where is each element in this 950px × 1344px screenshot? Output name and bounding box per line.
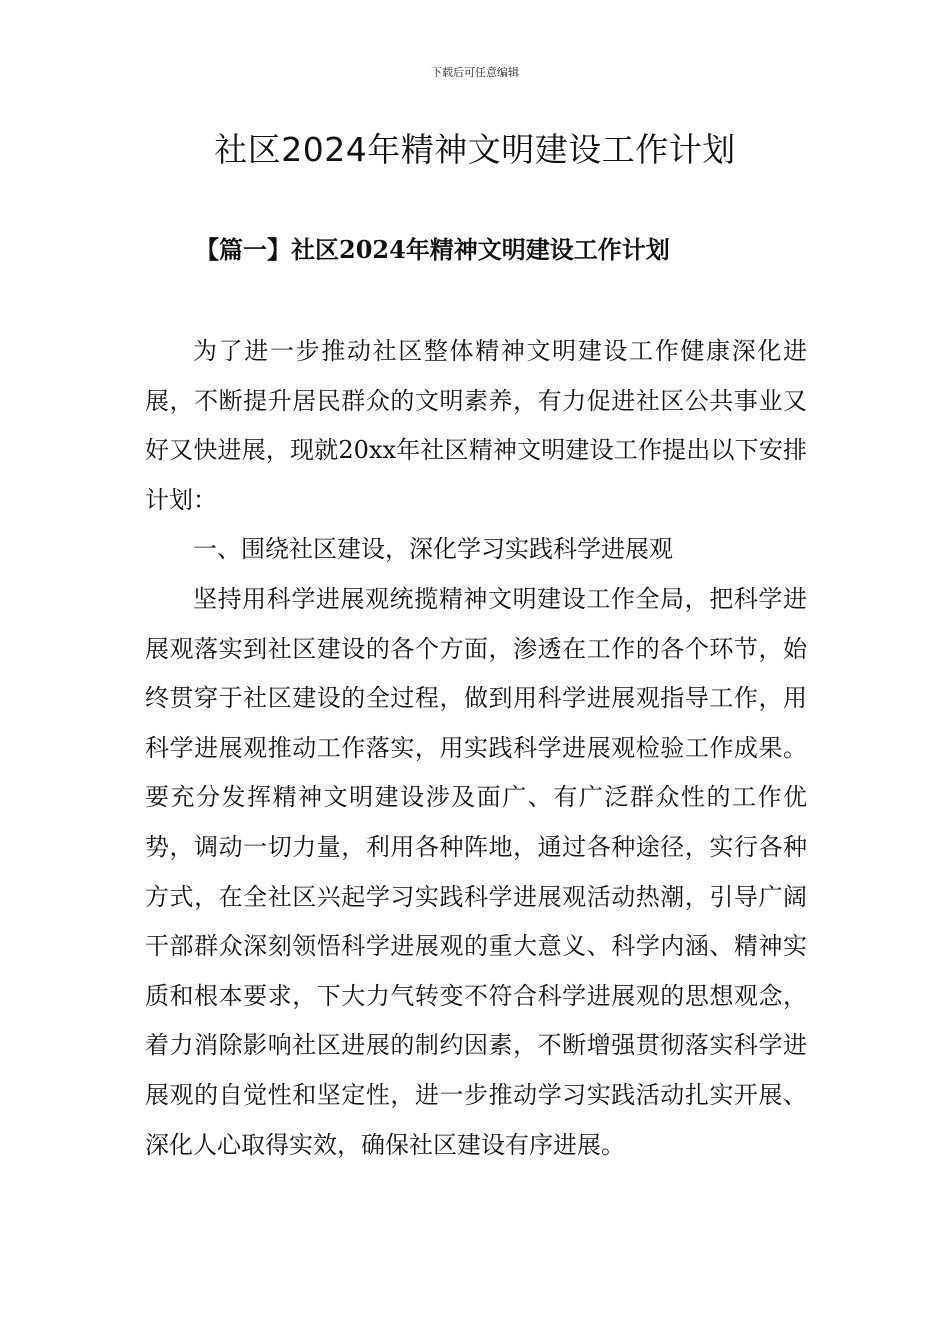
document-body [145,327,807,1170]
section-title: 【篇一】社区2024年精神文明建设工作计划 [195,235,670,264]
document-title: 社区2024年精神文明建设工作计划 [214,130,736,169]
header-note: 下载后可任意编辑 [431,66,519,79]
paragraph-intro: 为了进一步推动社区整体精神文明建设工作健康深化进展，不断提升居民群众的文明素养，有力促进社区公共事业又好又快进展，现就20xx年社区精神文明建设工作提出以下安排计划： [145,337,807,514]
paragraph-body-one: 坚持用科学进展观统揽精神文明建设工作全局，把科学进展观落实到社区建设的各个方面，渗透在工作的各个环节，始终贯穿于社区建设的全过程，做到用科学进展观指导工作，用科学进展观推动工作落实，用实践科学进展观检验工作成果。要充分发挥精神文明建设涉及面广、有广泛群众性的工作优势，调动一切力量，利用各种阵地，通过各种途径，实行各种方式，在全社区兴起学习实践科学进展观活动热潮，引导广阔干部群众深刻领悟科学进展观的重大意义、科学内涵、精神实质和根本要求，下大力气转变不符合科学进展观的思想观念，着力消除影响社区进展的制约因素，不断增强贯彻落实科学进展观的自觉性和坚定性，进一步推动学习实践活动扎实开展、深化人心取得实效，确保社区建设有序进展。 [145,584,807,1159]
paragraph-heading-one: 一、围绕社区建设，深化学习实践科学进展观 [193,535,673,564]
